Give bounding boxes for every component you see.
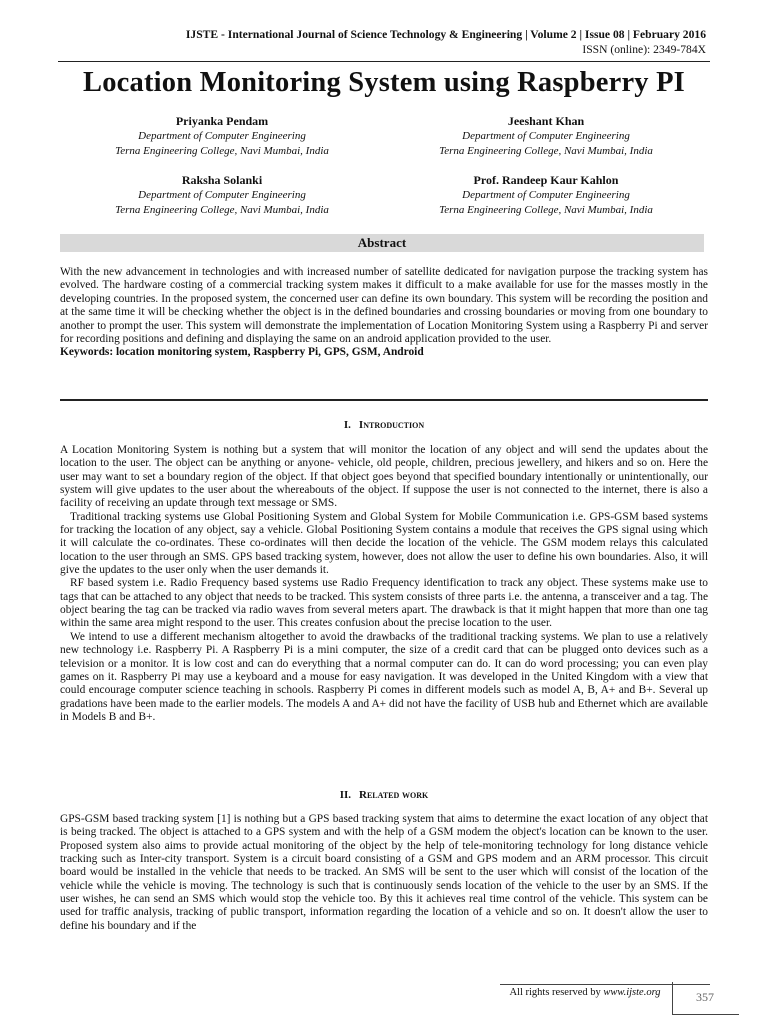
author-name: Priyanka Pendam bbox=[175, 114, 269, 128]
paragraph: We intend to use a different mechanism altogether to avoid the drawbacks of the traditional tracking systems. We plan to use a relatively new technology i.e. Raspberry Pi. A Raspberry Pi is a mini computer, the size of a credit card that can be plugged onto devices such as a television or a monitor. It is low cost and can do everything that a normal computer can do. It can do word processing; you can even play games on it. Raspberry Pi may use a keyboard and a mouse for easy navigation. It was developed in the United Kingdom with a view that could encourage computer science teaching in schools. Raspberry Pi comes in different models such as model A, B, A+ and B+. Several up gradations have been made to the earlier models. The models A and A+ did not have the facility of USB hub and Ethernet which are available in Models B and B+. bbox=[60, 630, 708, 723]
author-name: Raksha Solanki bbox=[181, 173, 263, 187]
paragraph: Traditional tracking systems use Global Positioning System and Global System for Mobile Communication i.e. GPS-GSM based systems for tracking the location of any object, say a vehicle. Global Positioning System contains a module that receives the GPS signal using which it will calculate the co-ordinates. These co-ordinates will then decide the location of the vehicle. The GSM modem relays this calculated location to the user through an SMS. GPS based tracking system, however, does not allow the user to define his own boundaries. Also, it will give the updates to the user only when the user demands it. bbox=[60, 510, 708, 577]
rights-text: All rights reserved by bbox=[509, 987, 601, 998]
author-department: Department of Computer Engineering bbox=[138, 189, 306, 201]
journal-site-link[interactable]: www.ijste.org bbox=[603, 987, 661, 998]
journal-header bbox=[186, 27, 706, 57]
author-block bbox=[60, 114, 384, 159]
abstract-heading: Abstract bbox=[60, 234, 704, 252]
section-number: I. bbox=[343, 419, 351, 431]
header-divider bbox=[58, 61, 710, 62]
paragraph: A Location Monitoring System is nothing but a system that will monitor the location of any object and will send the updates about the location to the user. The object can be anything or anyone- vehicle, old people, children, precious jewellery, and hikers and so on. Here the user may want to set a boundary region of the object. If that object goes beyond that specified boundary intentionally or unintentionally, our system will give updates to the user about the whereabouts of the object. If suppose the user is not connected to the internet, there is also a facility of receiving an update through text message or SMS. bbox=[60, 444, 708, 510]
author-block bbox=[384, 114, 708, 159]
author-name: Prof. Randeep Kaur Kahlon bbox=[473, 173, 619, 187]
author-college: Terna Engineering College, Navi Mumbai, India bbox=[439, 145, 653, 157]
author-college: Terna Engineering College, Navi Mumbai, India bbox=[439, 204, 653, 216]
abstract-divider bbox=[60, 399, 708, 401]
footer-rights bbox=[500, 987, 670, 998]
issn-line: ISSN (online): 2349-784X bbox=[582, 43, 706, 56]
author-department: Department of Computer Engineering bbox=[138, 130, 306, 142]
related-work-body bbox=[60, 813, 708, 933]
journal-info: IJSTE - International Journal of Science Technology & Engineering | Volume 2 | Issue 08 | February 2016 bbox=[185, 28, 706, 41]
author-department: Department of Computer Engineering bbox=[462, 189, 630, 201]
section-title-text: Related work bbox=[359, 789, 429, 801]
author-department: Department of Computer Engineering bbox=[462, 130, 630, 142]
section-heading-introduction bbox=[0, 419, 768, 431]
author-block bbox=[384, 173, 708, 218]
page-number: 357 bbox=[696, 990, 714, 1004]
section-number: II. bbox=[339, 789, 352, 801]
paragraph: RF based system i.e. Radio Frequency based systems use Radio Frequency identification to track any object. These systems make use to tags that can be attached to any object that needs to be tracked. This system consists of three parts i.e. the antenna, a transceiver and a tag. The object bearing the tag can be tracked via radio waves from several meters apart. The drawback is that it might happen that more than one tag within the same area might respond to the user. This creates confusion about the precise location to the user. bbox=[60, 577, 708, 630]
author-block bbox=[60, 173, 384, 218]
author-college: Terna Engineering College, Navi Mumbai, India bbox=[115, 145, 329, 157]
paper-title: Location Monitoring System using Raspberry PI bbox=[83, 67, 685, 98]
paragraph: GPS-GSM based tracking system [1] is nothing but a GPS based tracking system that aims to determine the exact location of any object that is being tracked. The object is attached to a GPS system and with the help of a GSM modem the object's location can be known to the user. Proposed system also aims to provide actual monitoring of the object by the help of tele-monitoring technology for long distance vehicle tracking such as Inter-city transport. System is a circuit board consisting of a GSM and GPS modem and an ARM processor. This circuit board would be installed in the vehicle that needs to be tracked. An SMS will be sent to the user which will consist of the location of the vehicle while the vehicle is moving. The technology is such that is continuously sends location of the vehicle to the user by an SMS. If the user wishes, he can send an SMS which would stop the vehicle too. By this it achieves real time control of the vehicle. This system can be used for traffic analysis, tracking of public transport, information regarding the location of a vehicle and so on. It doesn't allow the user to define his boundary and if the bbox=[60, 813, 708, 932]
introduction-body bbox=[60, 444, 708, 724]
section-heading-related-work bbox=[0, 789, 768, 801]
abstract-text: With the new advancement in technologies and with increased number of satellite dedicated for navigation purpose the tracking system has evolved. The hardware costing of a commercial tracking system makes it difficult to a make available for use for the masses mostly in the developing countries. In the proposed system, the concerned user can define its own boundary. This system will be recording the position and at the same time it will be checking whether the object is in the defined boundaries and crossing boundaries or moving from one boundary to another to prompt the user. This system will demonstrate the implementation of Location Monitoring System using a Raspberry Pi and server for recording positions and defining and displaying the same on an android application provided to the user. bbox=[60, 266, 708, 346]
author-name: Jeeshant Khan bbox=[507, 114, 585, 128]
author-list bbox=[60, 114, 708, 218]
section-title-text: Introduction bbox=[358, 419, 425, 431]
author-college: Terna Engineering College, Navi Mumbai, India bbox=[115, 204, 329, 216]
abstract-body bbox=[60, 266, 708, 360]
keywords-line: Keywords: location monitoring system, Raspberry Pi, GPS, GSM, Android bbox=[60, 346, 424, 359]
